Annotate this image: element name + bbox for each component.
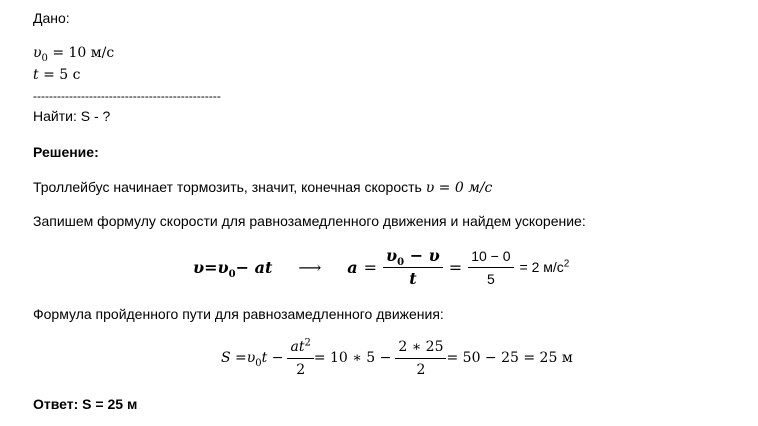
- given-header: Дано:: [33, 10, 70, 26]
- f2-result: = 2 $м/с^2$: [519, 258, 570, 275]
- separator-line: -----------------------------------------------: [33, 89, 221, 103]
- given-v0: [33, 43, 114, 62]
- s-fraction2-denominator: 2: [416, 361, 426, 378]
- f2-fraction2-numerator: 10 − 0: [468, 245, 513, 268]
- s-lhs: S =: [221, 350, 247, 366]
- s-v0: $\upsilon_0$: [246, 350, 262, 369]
- f2-fraction2-denominator: 5: [486, 270, 495, 287]
- s-fraction-denominator: 2: [296, 361, 306, 378]
- solution-line2: Запишем формулу скорости для равнозамедленного движения и найдем ускорение:: [33, 213, 586, 229]
- f2-fraction-numerator: $\upsilon_0 - \upsilon$: [383, 245, 443, 268]
- answer-label: Ответ:: [33, 396, 79, 412]
- s-fraction2: [395, 336, 446, 381]
- v0-value: = 10 м/с: [47, 45, 115, 61]
- f1-rest: − at: [235, 257, 273, 277]
- f1-v0: $\upsilon_0$: [217, 257, 236, 280]
- formula-velocity-acceleration: [193, 244, 569, 290]
- s-fraction: [287, 336, 313, 381]
- formula-distance: [221, 334, 573, 382]
- solution-line3: Формула пройденного пути для равнозамедленного движения:: [33, 306, 444, 322]
- solution-line1: [33, 178, 492, 197]
- find-line: Найти: S - ?: [33, 108, 111, 124]
- v0-subscript: 0: [41, 52, 48, 64]
- given-t: [33, 65, 80, 84]
- line1-math: υ = 0 м/с: [425, 180, 493, 196]
- f2-eq: =: [363, 257, 378, 277]
- s-t: t −: [261, 350, 284, 366]
- arrow-symbol: ⟶: [298, 257, 322, 277]
- solution-header: Решение:: [33, 144, 99, 160]
- s-fraction-numerator: $at^2$: [287, 336, 313, 359]
- line1-text: Троллейбус начинает тормозить, значит, конечная скорость: [33, 179, 426, 195]
- f2-a: a: [347, 257, 358, 277]
- f2-fraction: [383, 245, 443, 290]
- s-mid: = 10 ∗ 5 −: [313, 350, 392, 366]
- t-value: = 5 с: [38, 67, 81, 83]
- answer-line: [33, 395, 137, 413]
- t-symbol: t: [33, 67, 39, 83]
- f2-eq2: =: [448, 257, 463, 277]
- s-end: = 50 − 25 = 25 м: [446, 350, 573, 366]
- f2-fraction2: [468, 245, 513, 290]
- f2-fraction-denominator: t: [409, 268, 417, 288]
- s-fraction2-numerator: 2 ∗ 25: [395, 336, 446, 359]
- v0-symbol: υ: [33, 45, 42, 61]
- answer-value: S = 25 м: [78, 396, 138, 412]
- f1-eq: =: [204, 257, 218, 277]
- f1-v: υ: [193, 257, 205, 277]
